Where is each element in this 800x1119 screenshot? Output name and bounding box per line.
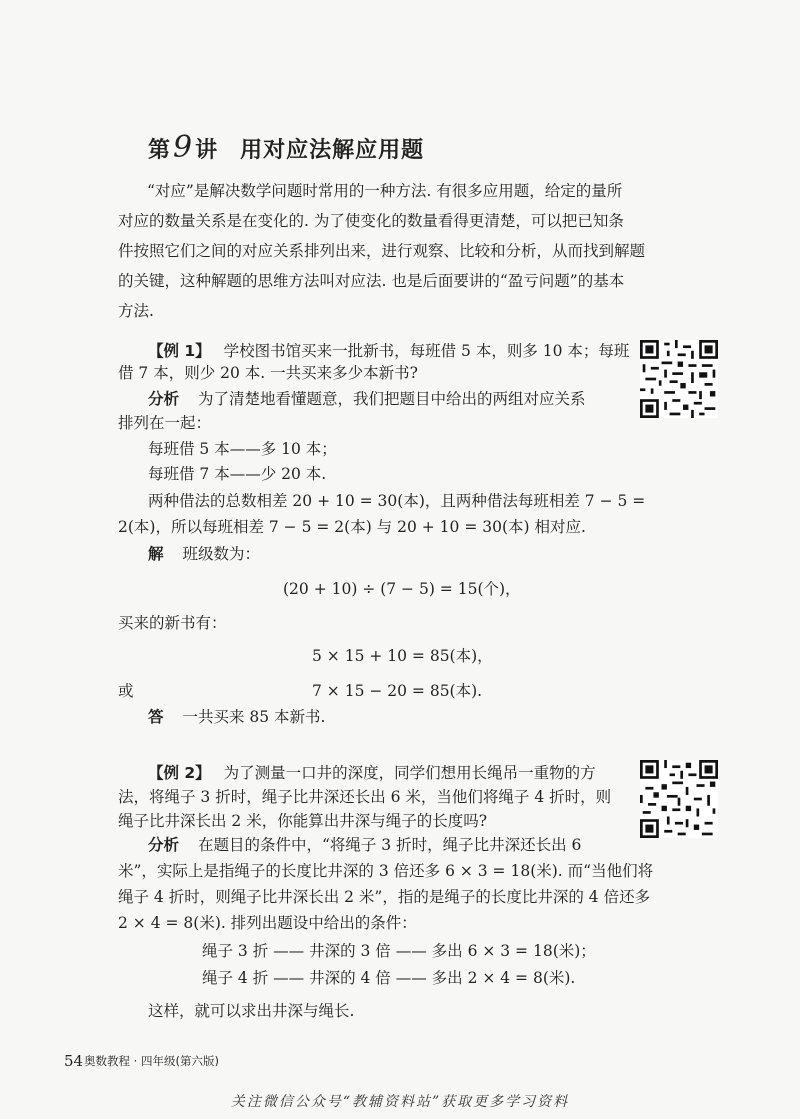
example1-answer: 一共买来 85 本新书. — [182, 708, 326, 726]
example1-diff-line-1: 两种借法的总数相差 20 + 10 = 30(本)，且两种借法每班相差 7 − 5 = — [148, 492, 646, 510]
example2-q1: 为了测量一口井的深度，同学们想用长绳吊一重物的方 — [223, 764, 596, 782]
example1-q1: 学校图书馆买来一批新书，每班借 5 本，则多 10 本；每班 — [223, 342, 630, 360]
example1-correspondence-2: 每班借 7 本——少 20 本. — [148, 465, 327, 483]
example2-correspondence-1: 绳子 3 折 —— 井深的 3 倍 —— 多出 6 × 3 = 18(米)； — [202, 942, 596, 960]
intro-line-5: 方法. — [118, 302, 154, 320]
example2-analysis-line-1 — [148, 834, 581, 856]
answer-label: 答 — [148, 708, 164, 726]
example1-question-line-2: 借 7 本，则少 20 本. 一共买来多少本新书? — [118, 364, 418, 382]
watermark-text: 关注微信公众号“教辅资料站”获取更多学习资料 — [230, 1094, 570, 1110]
lesson-number: 9 — [173, 130, 194, 165]
analysis-label: 分析 — [148, 390, 180, 408]
intro-line-1: “对应”是解决数学问题时常用的一种方法. 有很多应用题，给定的量所 — [147, 182, 623, 200]
example1-a1: 为了清楚地看懂题意，我们把题目中给出的两组对应关系 — [197, 390, 586, 408]
lesson-title — [148, 130, 424, 165]
intro-line-3: 件按照它们之间的对应关系排列出来，进行观察、比较和分析，从而找到解题 — [118, 242, 646, 260]
qr-code-icon[interactable] — [640, 340, 718, 418]
example2-question-line-1 — [148, 762, 596, 784]
intro-line-4: 的关键，这种解题的思维方法叫对应法. 也是后面要讲的“盈亏问题”的基本 — [118, 272, 625, 290]
example2-correspondence-2: 绳子 4 折 —— 井深的 4 倍 —— 多出 2 × 4 = 8(米). — [202, 969, 576, 987]
example1-label: 【例 1】 — [148, 342, 211, 360]
example2-conclusion: 这样，就可以求出井深与绳长. — [148, 1002, 355, 1020]
example1-analysis-line-1 — [148, 388, 585, 410]
example2-analysis-line-2: 米”，实际上是指绳子的长度比井深的 3 倍还多 6 × 3 = 18(米). 而“当他们将 — [118, 862, 654, 880]
example1-or: 或 — [118, 682, 134, 700]
lesson-prefix: 第 — [148, 138, 172, 163]
example2-label: 【例 2】 — [148, 764, 211, 782]
example1-equation-1: (20 + 10) ÷ (7 − 5) = 15(个)， — [283, 580, 521, 598]
example2-analysis-line-3: 绳子 4 折时，则绳子比井深长出 2 米”，指的是绳子的长度比井深的 4 倍还多 — [118, 888, 651, 906]
example1-solution-line — [148, 543, 260, 565]
page-number: 54 — [64, 1052, 84, 1070]
example2-a1: 在题目的条件中，“将绳子 3 折时，绳子比井深还长出 6 — [197, 836, 582, 854]
intro-line-2: 对应的数量关系是在变化的. 为了使变化的数量看得更清楚，可以把已知条 — [118, 212, 624, 230]
example1-equation-3: 7 × 15 − 20 = 85(本). — [312, 682, 483, 700]
qr-code-icon[interactable] — [640, 760, 718, 838]
solution-label: 解 — [148, 545, 164, 563]
example2-question-line-2: 法，将绳子 3 折时，绳子比井深还长出 6 米，当他们将绳子 4 折时，则 — [118, 788, 612, 806]
analysis-label-2: 分析 — [148, 836, 180, 854]
example1-equation-2: 5 × 15 + 10 = 85(本)， — [312, 647, 493, 665]
lesson-topic: 用对应法解应用题 — [240, 138, 425, 163]
example2-analysis-line-4: 2 × 4 = 8(米). 排列出题设中给出的条件： — [118, 914, 417, 932]
example1-question-line-1 — [148, 340, 629, 362]
example1-s1: 班级数为： — [182, 545, 260, 563]
example1-books-line: 买来的新书有： — [118, 614, 227, 632]
example1-answer-line — [148, 706, 325, 728]
example1-analysis-line-2: 排列在一起： — [118, 414, 212, 432]
book-title: 奥数教程 · 四年级(第六版) — [84, 1054, 219, 1068]
example2-question-line-3: 绳子比井深长出 2 米，你能算出井深与绳子的长度吗? — [118, 812, 488, 830]
example1-diff-line-2: 2(本)，所以每班相差 7 − 5 = 2(本) 与 20 + 10 = 30(本) 相对应. — [118, 518, 586, 536]
lesson-suffix: 讲 — [195, 138, 219, 163]
example1-correspondence-1: 每班借 5 本——多 10 本； — [148, 440, 337, 458]
